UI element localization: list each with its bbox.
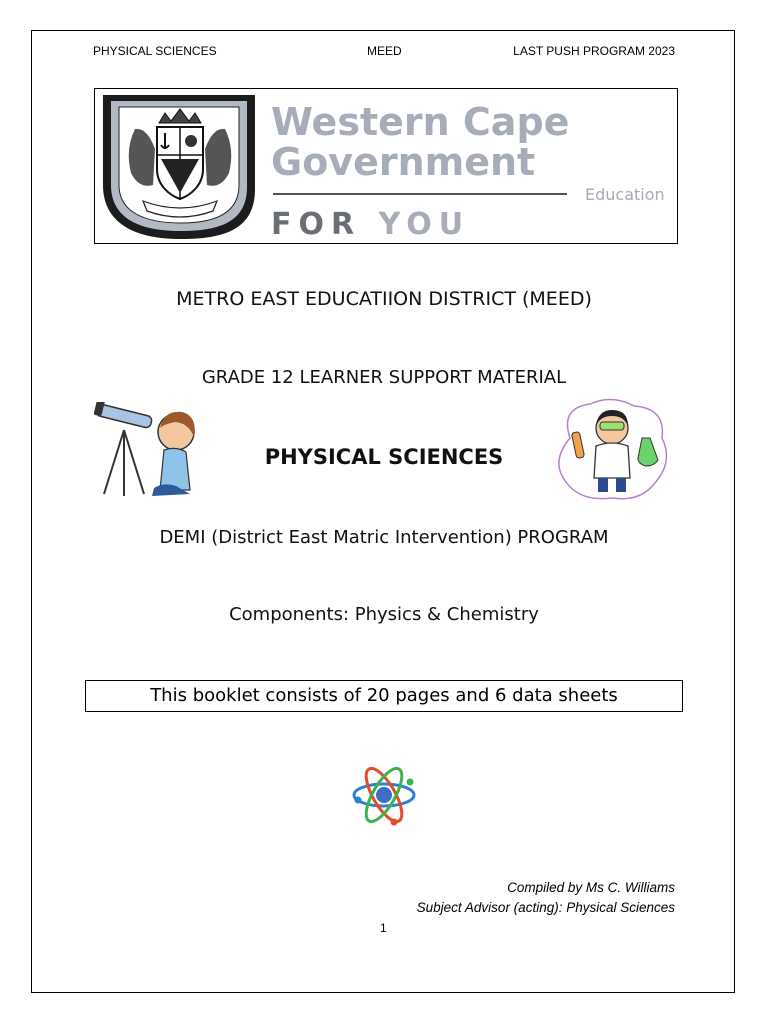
grade-title: GRADE 12 LEARNER SUPPORT MATERIAL	[201, 367, 567, 388]
logo-division: Education	[585, 185, 665, 204]
page-number: 1	[380, 921, 387, 935]
subject-advisor: Subject Advisor (acting): Physical Sciences	[416, 900, 675, 915]
header-right: LAST PUSH PROGRAM 2023	[513, 44, 675, 58]
header-left: PHYSICAL SCIENCES	[93, 44, 217, 58]
components-title: Components: Physics & Chemistry	[229, 604, 539, 625]
logo-tagline-for: FOR	[271, 207, 362, 242]
compiled-by-name: Compiled by Ms C. Williams	[507, 880, 675, 895]
district-title: METRO EAST EDUCATIION DISTRICT (MEED)	[176, 288, 592, 310]
government-logo	[94, 88, 678, 244]
program-title: DEMI (District East Matric Intervention) PROGRAM	[159, 527, 609, 548]
logo-line-western-cape: Western Cape	[271, 100, 570, 144]
booklet-note: This booklet consists of 20 pages and 6 data sheets	[85, 680, 683, 712]
logo-divider	[273, 193, 567, 195]
logo-tagline	[271, 207, 470, 242]
header-center: MEED	[367, 44, 402, 58]
subject-title: PHYSICAL SCIENCES	[264, 445, 504, 469]
logo-line-government: Government	[271, 140, 536, 184]
compiled-by	[417, 878, 675, 918]
atom-icon	[350, 760, 418, 830]
coat-of-arms-icon	[95, 89, 265, 244]
scientist-with-test-tubes-icon	[550, 398, 674, 502]
logo-tagline-you: YOU	[378, 207, 471, 242]
